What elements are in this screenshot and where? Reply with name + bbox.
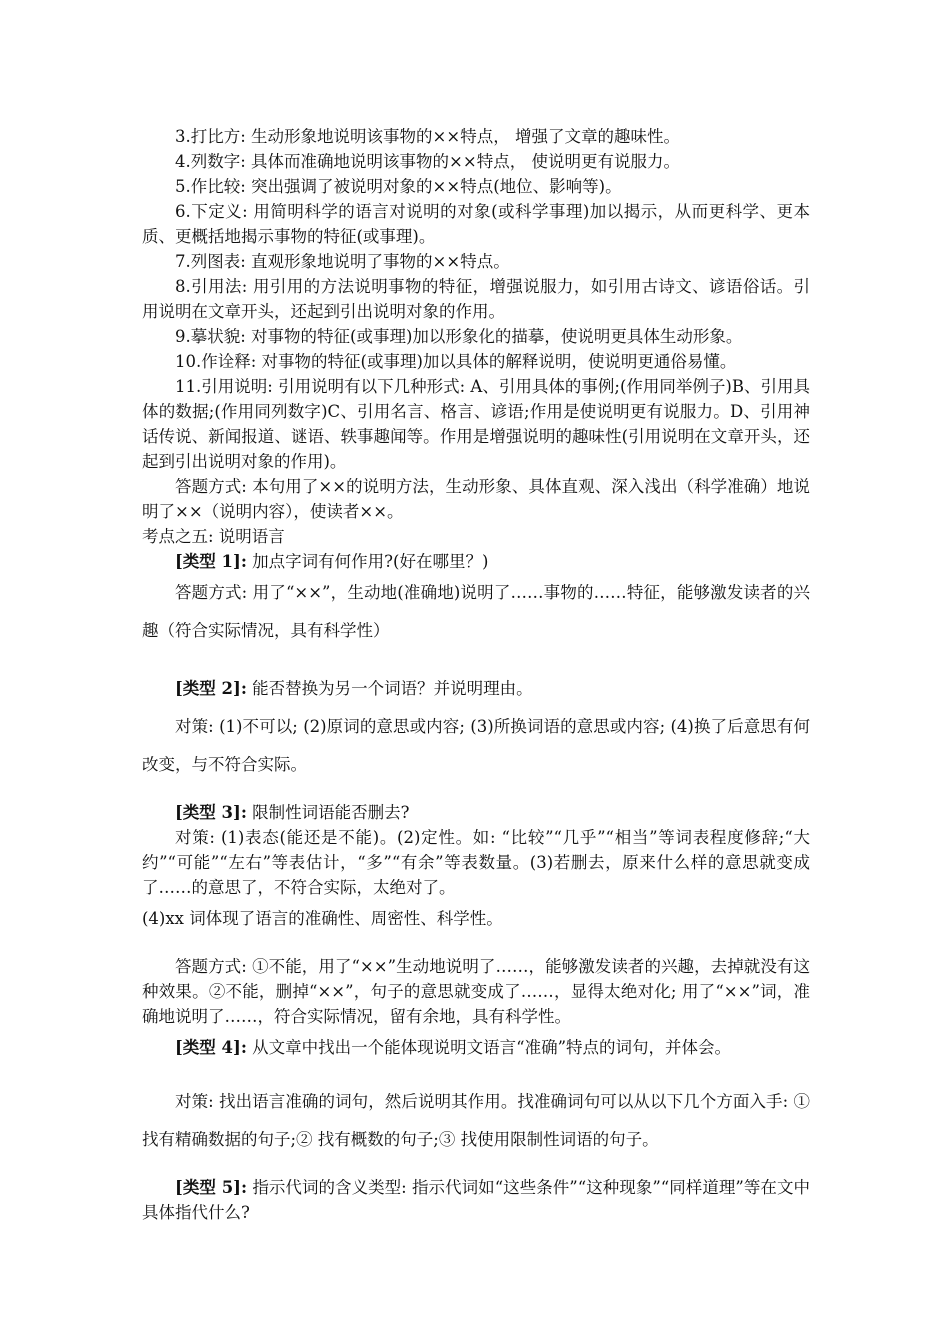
- method-7-text: 直观形象地说明了事物的××特点。: [245, 252, 510, 271]
- method-4-paragraph: [142, 149, 810, 174]
- type-5-text: 指示代词的含义类型: 指示代词如“这些条件”“这种现象”“同样道理”等在文中具体指代什么?: [142, 1178, 810, 1222]
- method-8-text: 用引用的方法说明事物的特征，增强说服力，如引用古诗文、谚语俗话。引用说明在文章开头，还起到引出说明对象的作用。: [142, 277, 810, 321]
- method-4-label: 4.列数字:: [175, 152, 246, 171]
- method-5-paragraph: [142, 174, 810, 199]
- type-5-label: [类型 5]:: [175, 1178, 248, 1197]
- method-10-text: 对事物的特征(或事理)加以具体的解释说明，使说明更通俗易懂。: [256, 352, 737, 371]
- section-heading: 考点之五: 说明语言: [142, 527, 285, 546]
- method-9-text: 对事物的特征(或事理)加以形象化的描摹，使说明更具体生动形象。: [245, 327, 743, 346]
- type-2-label: [类型 2]:: [175, 679, 247, 698]
- type-2-answer: 对策: (1)不可以; (2)原词的意思或内容; (3)所换词语的意思或内容; (4)换了后意思有何改变，与不符合实际。: [142, 717, 810, 774]
- method-5-text: 突出强调了被说明对象的××特点(地位、影响等)。: [245, 177, 622, 196]
- method-7-label: 7.列图表:: [175, 252, 246, 271]
- method-9-label: 9.摹状貌:: [175, 327, 246, 346]
- method-8-paragraph: [142, 274, 810, 324]
- method-11-text: 引用说明有以下几种形式: A、引用具体的事例;(作用同举例子)B、引用具体的数据;(作用同列数字)C、引用名言、格言、谚语;作用是使说明更有说服力。D、引用神话传说、新闻报道、谜语、轶事趣闻等。作用是增强说明的趣味性(引用说明在文章开头，还起到引出说明对象的作用)。: [142, 377, 810, 471]
- type-4-answer: 对策: 找出语言准确的词句，然后说明其作用。找准确词句可以从以下几个方面入手: ①找有精确数据的句子;② 找有概数的句子;③ 找使用限制性词语的句子。: [142, 1092, 810, 1149]
- type-5-paragraph: [142, 1175, 810, 1225]
- type-1-label: [类型 1]:: [175, 552, 247, 571]
- method-10-paragraph: [142, 349, 810, 374]
- type-1-answer: 答题方式: 用了“××”，生动地(准确地)说明了……事物的……特征，能够激发读者的兴趣（符合实际情况，具有科学性）: [142, 583, 810, 640]
- type-3-answer: 对策: (1)表态(能还是不能)。(2)定性。如: “比较”“几乎”“相当”等词表程度修辞;“大约”“可能”“左右”等表估计，“多”“有余”等表数量。(3)若删去，原来什么样的意思就变成了……的意思了，不符合实际，太绝对了。: [142, 828, 810, 897]
- type-3-label: [类型 3]:: [175, 803, 247, 822]
- type-2-text: 能否替换为另一个词语？并说明理由。: [246, 679, 533, 698]
- answer-method-paragraph: 答题方式: 本句用了××的说明方法，生动形象、具体直观、深入浅出（科学准确）地说明了××（说明内容），使读者××。: [142, 477, 810, 521]
- method-6-text: 用简明科学的语言对说明的对象(或科学事理)加以揭示，从而更科学、更本质、更概括地揭示事物的特征(或事理)。: [142, 202, 810, 246]
- type-1-text: 加点字词有何作用?(好在哪里？): [246, 552, 489, 571]
- method-4-text: 具体而准确地说明该事物的××特点， 使说明更有说服力。: [245, 152, 680, 171]
- method-10-label: 10.作诠释:: [175, 352, 257, 371]
- method-3-text: 生动形象地说明该事物的××特点， 增强了文章的趣味性。: [245, 127, 680, 146]
- method-11-label: 11.引用说明:: [175, 377, 273, 396]
- type-3-text: 限制性词语能否删去?: [246, 803, 410, 822]
- type-3-answer-method: 答题方式: ①不能，用了“××”生动地说明了……，能够激发读者的兴趣，去掉就没有这种效果。②不能，删掉“××”，句子的意思就变成了……，显得太绝对化; 用了“××”词，准确地说明了……，符合实际情况，留有余地，具有科学性。: [142, 957, 810, 1026]
- method-3-label: 3.打比方:: [175, 127, 246, 146]
- method-8-label: 8.引用法:: [175, 277, 248, 296]
- method-5-label: 5.作比较:: [175, 177, 246, 196]
- type-3-paragraph: [142, 800, 810, 825]
- method-11-paragraph: [142, 374, 810, 474]
- type-3-note: (4)xx 词体现了语言的准确性、周密性、科学性。: [142, 909, 503, 928]
- method-7-paragraph: [142, 249, 810, 274]
- type-4-text: 从文章中找出一个能体现说明文语言“准确”特点的词句，并体会。: [246, 1038, 732, 1057]
- type-4-label: [类型 4]:: [175, 1038, 247, 1057]
- type-1-paragraph: [142, 549, 810, 574]
- method-3-paragraph: [142, 124, 810, 149]
- method-6-paragraph: [142, 199, 810, 249]
- method-6-label: 6.下定义:: [175, 202, 248, 221]
- method-9-paragraph: [142, 324, 810, 349]
- document-body: [142, 124, 810, 1225]
- type-4-paragraph: [142, 1029, 810, 1067]
- type-2-paragraph: [142, 670, 810, 708]
